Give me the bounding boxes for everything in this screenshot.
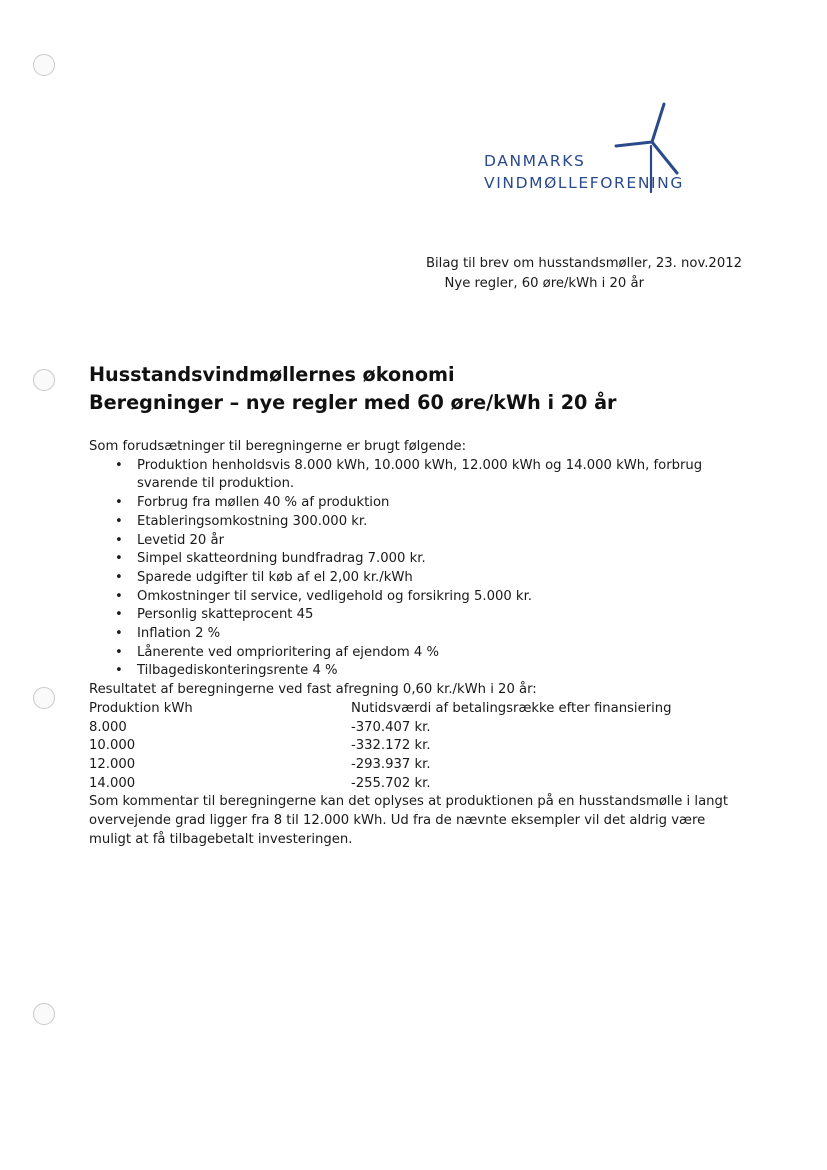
table-cell: -293.937 kr. <box>351 756 431 772</box>
assumption-list <box>89 457 749 681</box>
table-cell: -370.407 kr. <box>351 719 431 735</box>
list-item: • Personlig skatteprocent 45 <box>137 606 749 625</box>
table-cell: 14.000 <box>89 775 136 791</box>
table-header: Nutidsværdi af betalingsrække efter finansiering <box>351 700 672 716</box>
title-line-1: Husstandsvindmøllernes økonomi <box>89 363 455 386</box>
table-cell: 12.000 <box>89 756 136 772</box>
list-item: • Forbrug fra møllen 40 % af produktion <box>137 494 749 513</box>
punch-hole <box>33 687 55 709</box>
list-item: • Simpel skatteordning bundfradrag 7.000 kr. <box>137 550 749 569</box>
results-table <box>89 700 749 794</box>
intro-text: Som forudsætninger til beregningerne er brugt følgende: <box>89 439 467 454</box>
list-item: • Inflation 2 % <box>137 625 749 644</box>
logo-text-line-2: VINDMØLLEFORENING <box>484 174 684 192</box>
punch-hole <box>33 369 55 391</box>
table-cell: 10.000 <box>89 738 136 754</box>
punch-hole <box>33 1003 55 1025</box>
list-item: • Produktion henholdsvis 8.000 kWh, 10.000 kWh, 12.000 kWh og 14.000 kWh, forbrug svarende til produktion. <box>137 457 749 494</box>
reference-line-1: Bilag til brev om husstandsmøller, 23. nov.2012 <box>425 256 742 271</box>
page-title <box>89 361 617 417</box>
table-cell: -255.702 kr. <box>351 775 431 791</box>
list-item: • Omkostninger til service, vedligehold og forsikring 5.000 kr. <box>137 588 749 607</box>
table-header: Produktion kWh <box>89 700 193 716</box>
list-item: • Etableringsomkostning 300.000 kr. <box>137 513 749 532</box>
title-line-2: Beregninger – nye regler med 60 øre/kWh i 20 år <box>89 391 617 414</box>
reference-line-2: Nye regler, 60 øre/kWh i 20 år <box>444 276 644 291</box>
list-item: • Tilbagediskonteringsrente 4 % <box>137 662 749 681</box>
document-body <box>89 438 749 849</box>
table-cell: 8.000 <box>89 719 127 735</box>
organization-logo <box>484 100 694 195</box>
list-item: • Lånerente ved omprioritering af ejendom 4 % <box>137 644 749 663</box>
result-intro-text: Resultatet af beregningerne ved fast afregning 0,60 kr./kWh i 20 år: <box>89 682 537 698</box>
punch-hole <box>33 54 55 76</box>
list-item: • Levetid 20 år <box>137 532 749 551</box>
logo-text-line-1: DANMARKS <box>484 152 586 170</box>
comment-text: Som kommentar til beregningerne kan det oplyses at produktionen på en husstandsmølle i langt overvejende grad ligger fra 8 til 12.000 kWh. Ud fra de nævnte eksempler vil det aldrig være muligt at få tilbagebetalt investeringen. <box>89 794 729 847</box>
list-item: • Sparede udgifter til køb af el 2,00 kr./kWh <box>137 569 749 588</box>
table-cell: -332.172 kr. <box>351 738 431 754</box>
